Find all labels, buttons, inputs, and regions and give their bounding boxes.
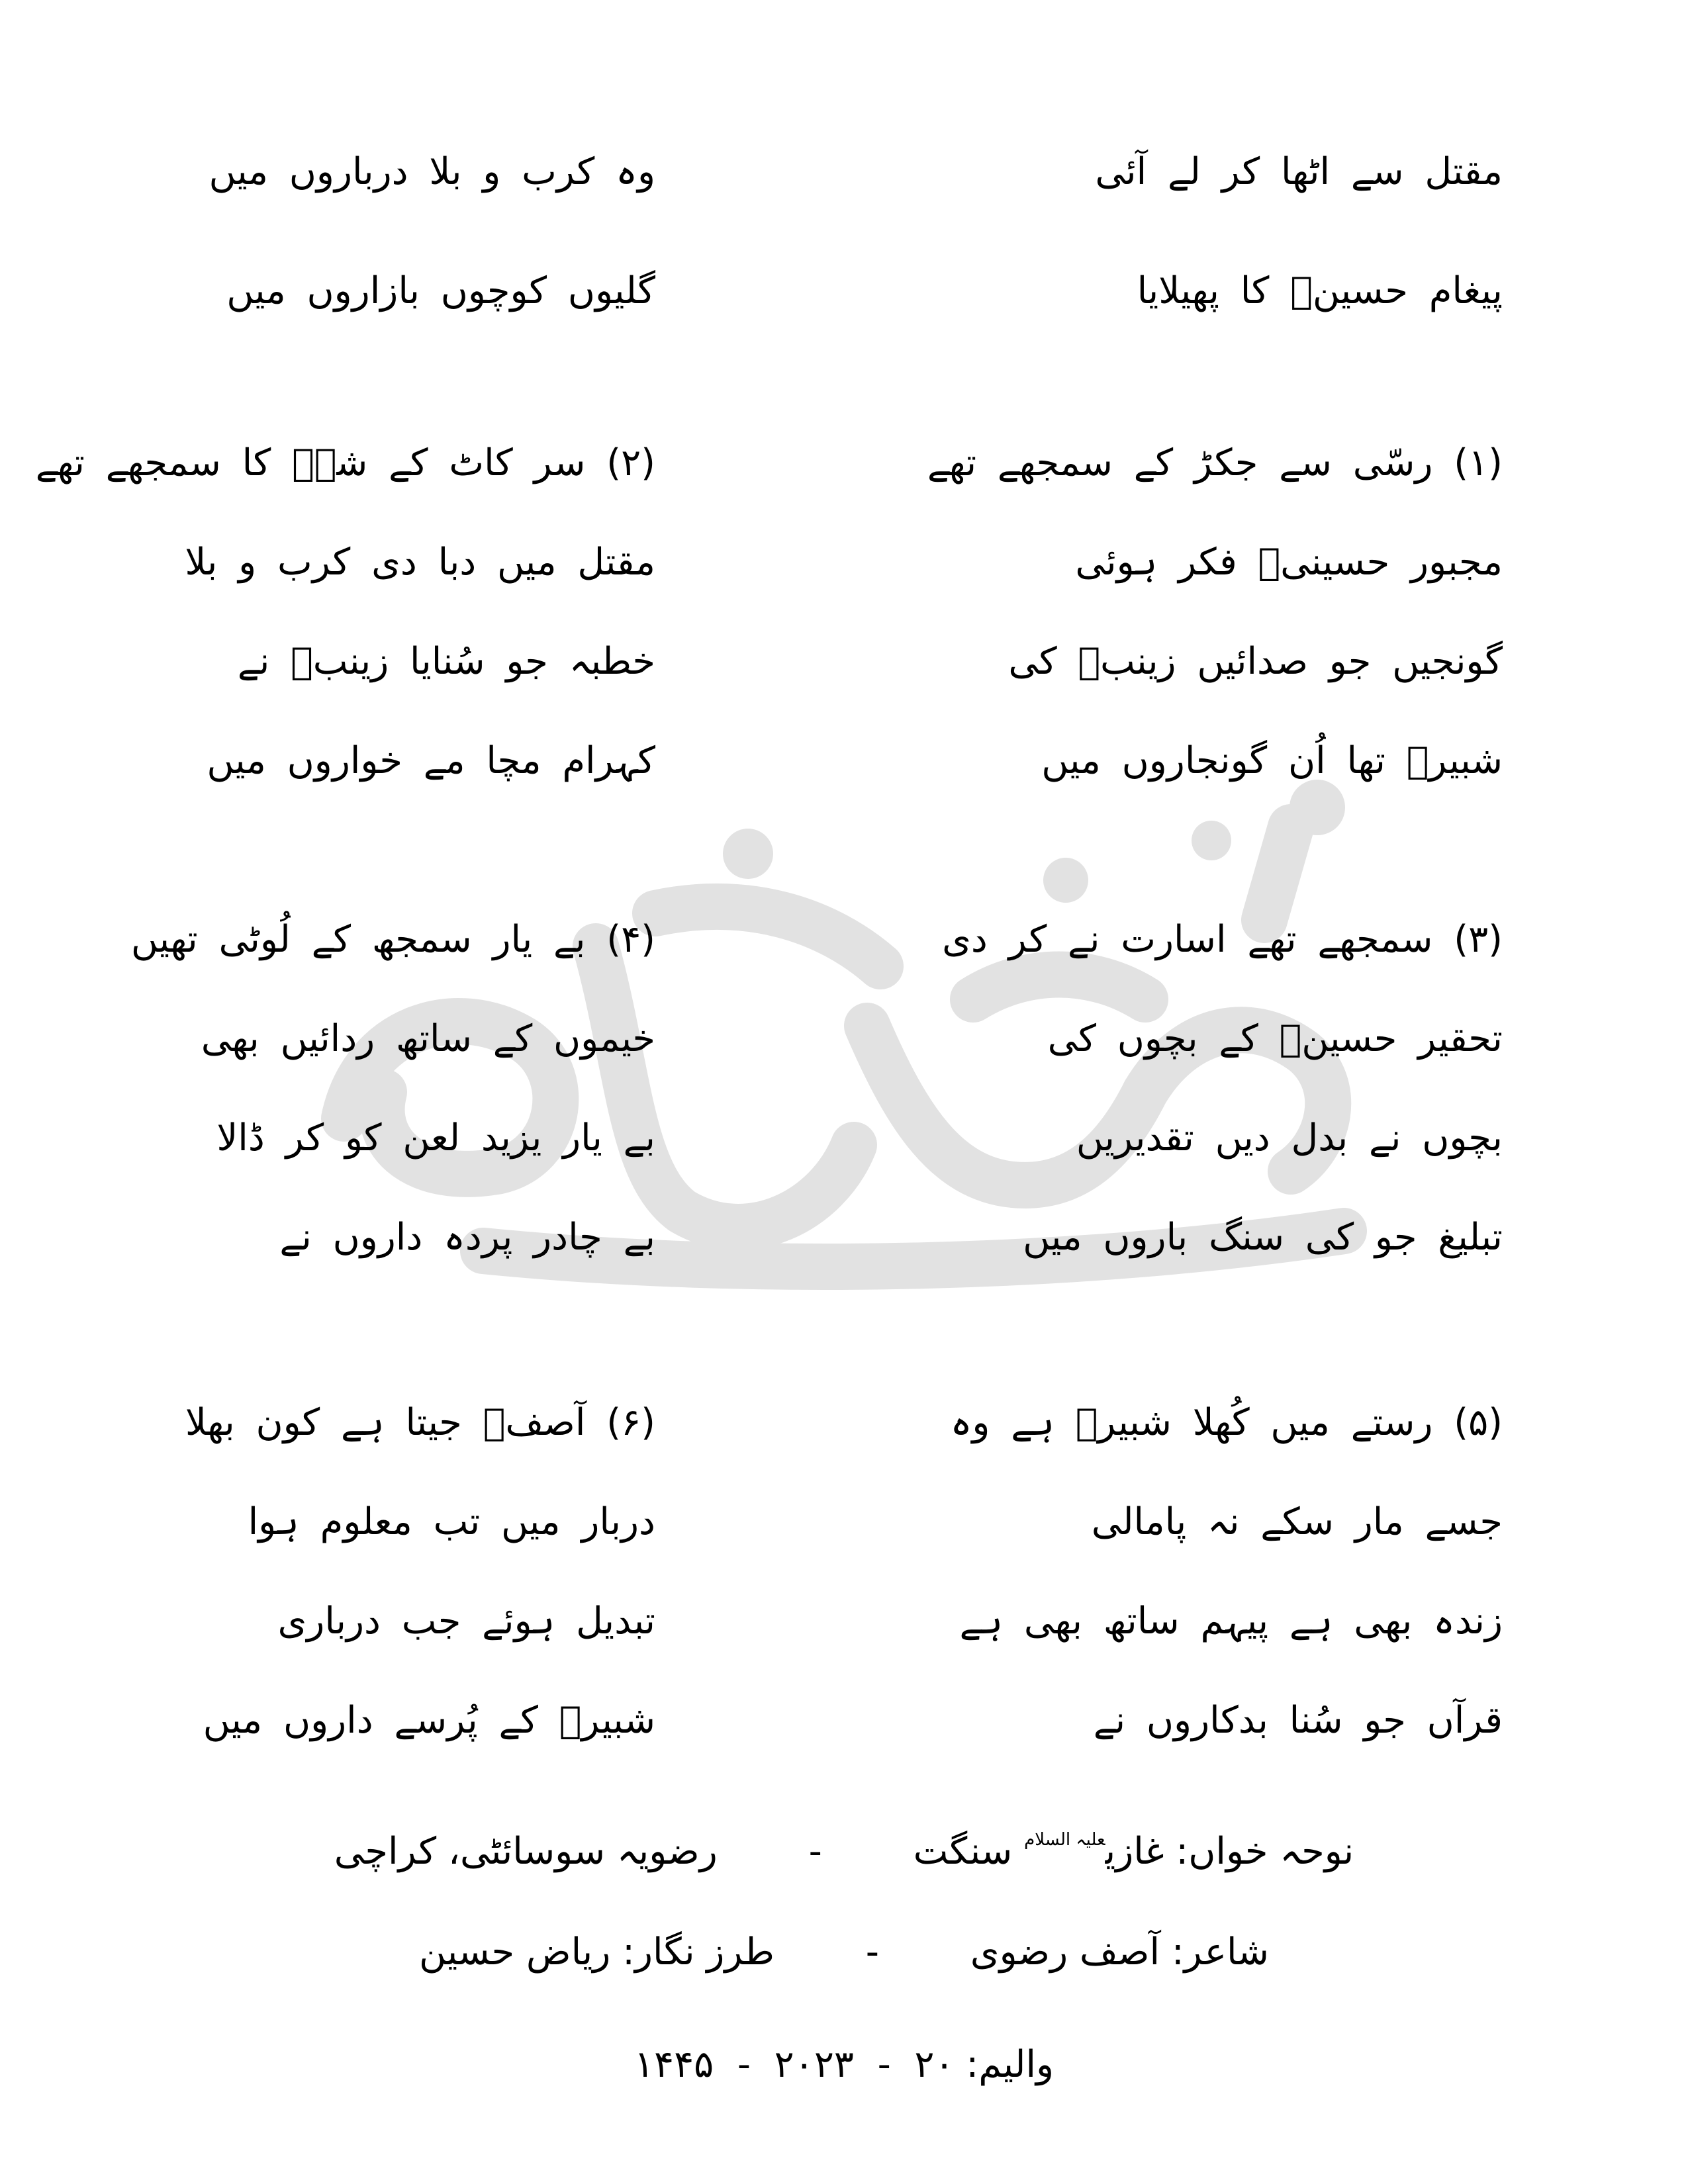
reciter-credit (0, 1813, 1688, 1878)
stanza-4-line-2: خیموں کے ساتھ ردائیں بھی (201, 1017, 655, 1060)
stanza-5-line-1: (۵) رستے میں کُھلا شبیرؑ ہے وہ (950, 1401, 1503, 1444)
stanza-3-line-1: (۳) سمجھے تھے اسارت نے کر دی (942, 918, 1503, 961)
reciter-location: رضویہ سوسائٹی، کراچی (334, 1830, 718, 1873)
stanza-2-line-3: خطبہ جو سُنایا زینبؑ نے (237, 640, 655, 683)
stanza-3-line-4: تبلیغ جو کی سنگ باروں میں (1023, 1216, 1503, 1259)
composer-name: ریاض حسین (419, 1931, 611, 1974)
volume-credit (0, 2038, 1688, 2091)
composer-label: طرز نگار: (622, 1931, 774, 1974)
stanza-2-line-1: (۲) سر کاٹ کے شہؑ کا سمجھے تھے (35, 441, 655, 484)
stanza-4-line-3: بے یار یزید لعن کو کر ڈالا (216, 1116, 655, 1160)
stanza-5-line-2: جسے مار سکے نہ پامالی (1091, 1500, 1503, 1543)
stanza-5-line-4: قرآں جو سُنا بدکاروں نے (1093, 1699, 1503, 1742)
stanza-6-line-4: شبیرؑ کے پُرسے داروں میں (203, 1699, 655, 1742)
stanza-6-line-3: تبدیل ہوئے جب درباری (277, 1600, 655, 1643)
reciter-honorific: علیہ السلام (1024, 1830, 1105, 1850)
stanza-1-line-2: مجبور حسینیؑ فکر ہوئی (1075, 541, 1503, 584)
poet-name: آصف رضوی (970, 1931, 1160, 1974)
stanza-1-line-3: گونجیں جو صدائیں زینبؑ کی (1008, 640, 1503, 683)
reciter-label: نوحہ خواں: (1176, 1830, 1354, 1873)
stanza-2-line-2: مقتل میں دبا دی کرب و بلا (185, 541, 655, 584)
stanza-2-line-4: کہرام مچا مے خواروں میں (207, 739, 655, 782)
poet-composer-credit (0, 1926, 1688, 1979)
reciter-group: سنگت (913, 1830, 1013, 1873)
stanza-6-line-1: (۶) آصفؔ جیتا ہے کون بھلا (185, 1401, 655, 1444)
intro-line-1: مقتل سے اٹھا کر لے آئی (1095, 150, 1503, 193)
reciter-name: غازی (1105, 1830, 1164, 1873)
poet-label: شاعر: (1171, 1931, 1269, 1974)
reciter-dash: - (808, 1830, 822, 1873)
intro-line-4: گلیوں کوچوں بازاروں میں (226, 269, 655, 312)
year-ah: ۱۴۴۵ (633, 2043, 714, 2086)
stanza-6-line-2: دربار میں تب معلوم ہوا (248, 1500, 655, 1543)
poet-dash: - (865, 1931, 879, 1974)
stanza-5-line-3: زندہ بھی ہے پیہم ساتھ بھی ہے (959, 1600, 1503, 1643)
stanza-3-line-2: تحقیر حسینؑ کے بچوں کی (1047, 1017, 1503, 1060)
year-ce: ۲۰۲۳ (774, 2043, 854, 2086)
intro-line-3: وہ کرب و بلا درباروں میں (209, 150, 655, 193)
stanza-1-line-4: شبیرؑ تھا اُن گونجاروں میں (1041, 739, 1503, 782)
stanza-4-line-4: بے چادر پردہ داروں نے (279, 1216, 655, 1259)
stanza-1-line-1: (۱) رسّی سے جکڑ کے سمجھے تھے (927, 441, 1503, 484)
volume-dash-2: - (737, 2043, 751, 2086)
stanza-4-line-1: (۴) بے یار سمجھ کے لُوٹی تھیں (130, 918, 655, 961)
volume-dash-1: - (877, 2043, 891, 2086)
volume-number: ۲۰ (914, 2043, 955, 2086)
volume-label: والیم: (966, 2043, 1055, 2086)
intro-line-2: پیغام حسینؑ کا پھیلایا (1137, 269, 1503, 312)
stanza-3-line-3: بچوں نے بدل دیں تقدیریں (1076, 1116, 1503, 1160)
